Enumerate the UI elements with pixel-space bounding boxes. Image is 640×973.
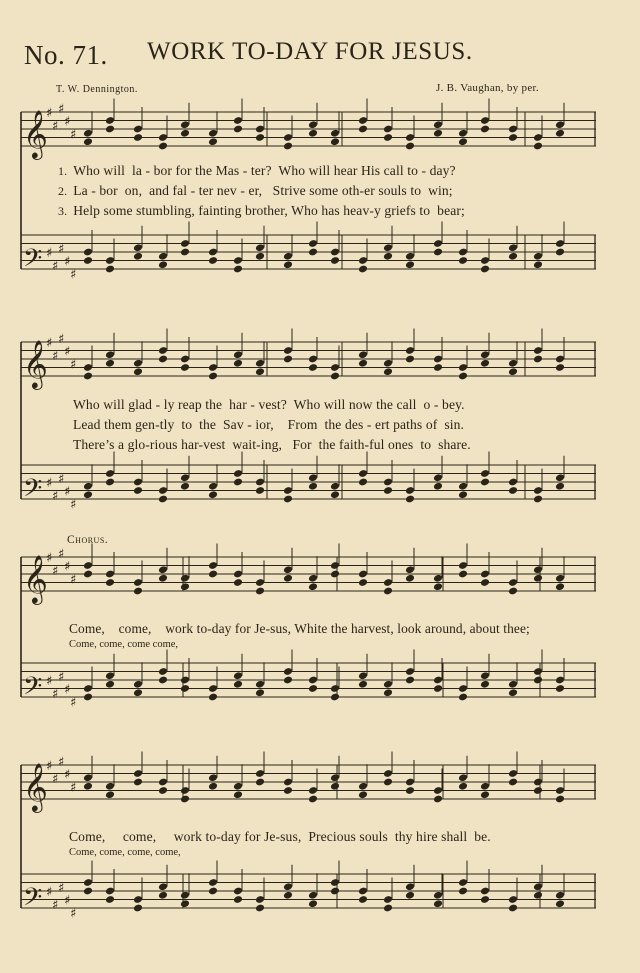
bass-clef-icon: 𝄢 [23,883,43,918]
note-head [283,260,293,269]
note-head [83,490,93,499]
note-head [458,256,468,265]
note-head [405,142,415,151]
sharp-icon: ♯ [46,106,53,121]
note-head [308,363,318,372]
note-head [383,133,393,142]
note-head [105,895,115,904]
note-head [180,795,190,804]
note-head [233,790,243,799]
note-head [158,495,168,504]
chorus-label: Chorus. [67,534,109,546]
note-head [105,680,115,689]
sharp-icon: ♯ [64,484,71,500]
note-head [383,367,393,376]
note-head [180,582,190,591]
sharp-icon: ♯ [70,906,77,922]
note-head [133,252,143,261]
sharp-icon: ♯ [46,336,53,351]
note-head [405,495,415,504]
note-head [383,904,393,913]
note-head [480,359,490,368]
note-head [283,676,293,685]
note-head [233,680,243,689]
note-head [255,587,265,596]
chorus-bass-line1: Come, come, come come, [69,639,179,650]
note-head [283,574,293,583]
note-head [480,265,490,274]
note-head [358,125,368,134]
note-head [330,782,340,791]
sharp-icon: ♯ [64,254,71,270]
sharp-icon: ♯ [46,674,53,689]
note-head [358,578,368,587]
note-head [433,684,443,693]
note-head [208,490,218,499]
note-head [458,693,468,702]
note-head [133,904,143,913]
note-head [255,133,265,142]
note-head [283,355,293,364]
note-head [433,129,443,138]
sharp-icon: ♯ [64,767,71,783]
note-head [180,684,190,693]
note-head [433,899,443,908]
note-head [180,482,190,491]
note-head [330,137,340,146]
note-head [405,891,415,900]
sharp-icon: ♯ [46,246,53,261]
note-head [255,252,265,261]
note-head [308,582,318,591]
chorus-line1: Come, come, work to-day for Je-sus, White the harvest, look around, about thee; [69,621,530,636]
note-head [458,570,468,579]
sharp-icon: ♯ [70,267,77,283]
sharp-icon: ♯ [52,686,59,702]
note-head [358,895,368,904]
lyricist-credit: T. W. Dennington. [56,84,138,95]
note-head [533,495,543,504]
note-head [105,578,115,587]
verse3-line2: There’s a glo-rious har-vest wait-ing, For the faith-ful ones to share. [73,437,471,452]
note-head [433,363,443,372]
sharp-icon: ♯ [70,780,77,796]
note-head [533,786,543,795]
note-head [233,895,243,904]
note-head [255,904,265,913]
note-head [83,693,93,702]
note-head [83,570,93,579]
note-head [508,688,518,697]
verse-text: La - bor on, and fal - ter nev - er, Strive some oth-er souls to win; [73,183,453,198]
note-head [133,133,143,142]
note-head [555,684,565,693]
note-head [283,495,293,504]
note-head [308,795,318,804]
verse1-line1 [58,163,456,179]
sharp-icon: ♯ [46,551,53,566]
note-head [158,260,168,269]
sharp-icon: ♯ [52,118,59,134]
note-head [105,478,115,487]
sharp-icon: ♯ [64,893,71,909]
note-head [133,778,143,787]
note-head [158,786,168,795]
sharp-icon: ♯ [58,754,65,770]
note-head [208,372,218,381]
note-head [433,482,443,491]
note-head [158,355,168,364]
note-head [433,248,443,257]
note-head [405,260,415,269]
note-head [555,582,565,591]
sharp-icon: ♯ [64,559,71,575]
verse3-line1 [58,203,465,219]
note-head [458,490,468,499]
treble-clef-icon: 𝄞 [23,762,48,811]
note-head [208,887,218,896]
note-head [158,142,168,151]
note-head [433,795,443,804]
chorus-line2: Come, come, work to-day for Je-sus, Precious souls thy hire shall be. [69,829,491,844]
note-head [555,129,565,138]
note-head [555,363,565,372]
note-head [308,129,318,138]
note-head [508,778,518,787]
verse-number: 3. [58,204,68,218]
note-head [283,786,293,795]
treble-clef-icon: 𝄞 [23,339,48,388]
sharp-icon: ♯ [58,669,65,685]
note-head [208,782,218,791]
note-head [180,129,190,138]
sharp-icon: ♯ [64,682,71,698]
sharp-icon: ♯ [52,348,59,364]
bass-clef-icon: 𝄢 [23,672,43,707]
note-head [458,887,468,896]
note-head [158,574,168,583]
note-head [383,587,393,596]
sharp-icon: ♯ [52,488,59,504]
hymn-title: WORK TO-DAY FOR JESUS. [147,38,473,65]
note-head [208,570,218,579]
note-head [358,359,368,368]
hymn-number: No. 71. [24,40,108,70]
note-head [105,125,115,134]
note-head [508,133,518,142]
note-head [158,891,168,900]
note-head [180,248,190,257]
treble-clef-icon: 𝄞 [23,109,48,158]
sharp-icon: ♯ [58,101,65,117]
note-head [255,367,265,376]
treble-clef-icon: 𝄞 [23,554,48,603]
note-head [83,372,93,381]
verse1-line2: Who will glad - ly reap the har - vest? Who will now the call o - bey. [73,397,465,412]
sharp-icon: ♯ [70,357,77,373]
note-head [508,486,518,495]
note-head [308,684,318,693]
sharp-icon: ♯ [52,258,59,274]
note-head [358,265,368,274]
note-head [555,899,565,908]
note-head [358,790,368,799]
note-head [330,372,340,381]
note-head [233,125,243,134]
verse-text: Who will la - bor for the Mas - ter? Who will hear His call to - day? [73,163,456,178]
note-head [433,582,443,591]
note-head [405,355,415,364]
sharp-icon: ♯ [46,885,53,900]
note-head [383,486,393,495]
note-head [533,574,543,583]
note-head [308,482,318,491]
verse-number: 1. [58,164,68,178]
note-head [283,142,293,151]
composer-credit: J. B. Vaughan, by per. [436,82,539,94]
note-head [158,676,168,685]
note-head [180,363,190,372]
note-head [330,256,340,265]
note-head [105,265,115,274]
sharp-icon: ♯ [46,476,53,491]
sharp-icon: ♯ [52,563,59,579]
sharp-icon: ♯ [70,695,77,711]
note-head [358,478,368,487]
note-head [533,891,543,900]
verse2-line1 [58,183,453,199]
note-head [383,688,393,697]
note-head [233,359,243,368]
verse-number: 2. [58,184,68,198]
note-head [480,578,490,587]
note-head [133,486,143,495]
note-head [480,680,490,689]
sharp-icon: ♯ [46,759,53,774]
note-head [105,359,115,368]
sharp-icon: ♯ [70,497,77,513]
note-head [83,782,93,791]
note-head [308,899,318,908]
note-head [480,790,490,799]
note-head [555,795,565,804]
note-head [208,693,218,702]
note-head [358,680,368,689]
note-head [533,142,543,151]
note-head [330,570,340,579]
sharp-icon: ♯ [64,114,71,130]
note-head [405,786,415,795]
note-head [458,782,468,791]
bass-clef-icon: 𝄢 [23,474,43,509]
note-head [480,478,490,487]
note-head [83,137,93,146]
note-head [330,693,340,702]
verse2-line2: Lead them gen-tly to the Sav - ior, From the des - ert paths of sin. [73,417,464,432]
bass-clef-icon: 𝄢 [23,244,43,279]
note-head [308,248,318,257]
note-head [255,778,265,787]
note-head [508,367,518,376]
note-head [180,899,190,908]
note-head [405,574,415,583]
note-head [330,887,340,896]
note-head [233,478,243,487]
note-head [255,486,265,495]
sharp-icon: ♯ [52,897,59,913]
chorus-bass-line2: Come, come, come, come, [69,847,181,858]
note-head [533,260,543,269]
verse-text: Help some stumbling, fainting brother, Who has heav-y griefs to bear; [73,203,465,218]
note-head [383,252,393,261]
sharp-icon: ♯ [58,241,65,257]
note-head [133,367,143,376]
sharp-icon: ♯ [58,471,65,487]
note-head [533,355,543,364]
note-head [83,887,93,896]
sharp-icon: ♯ [58,331,65,347]
note-head [458,137,468,146]
note-head [133,688,143,697]
note-head [383,778,393,787]
sharp-icon: ♯ [64,344,71,360]
note-head [330,490,340,499]
note-head [208,137,218,146]
note-head [508,904,518,913]
note-head [105,790,115,799]
sharp-icon: ♯ [58,880,65,896]
sharp-icon: ♯ [52,771,59,787]
note-head [255,688,265,697]
note-head [480,895,490,904]
sharp-icon: ♯ [70,127,77,143]
note-head [133,587,143,596]
note-head [533,676,543,685]
sharp-icon: ♯ [70,572,77,588]
note-head [480,125,490,134]
sharp-icon: ♯ [58,546,65,562]
note-head [283,891,293,900]
note-head [405,676,415,685]
note-head [233,265,243,274]
note-head [508,252,518,261]
note-head [208,256,218,265]
note-head [83,256,93,265]
note-head [458,372,468,381]
note-head [233,578,243,587]
note-head [555,482,565,491]
note-head [508,587,518,596]
note-head [555,248,565,257]
